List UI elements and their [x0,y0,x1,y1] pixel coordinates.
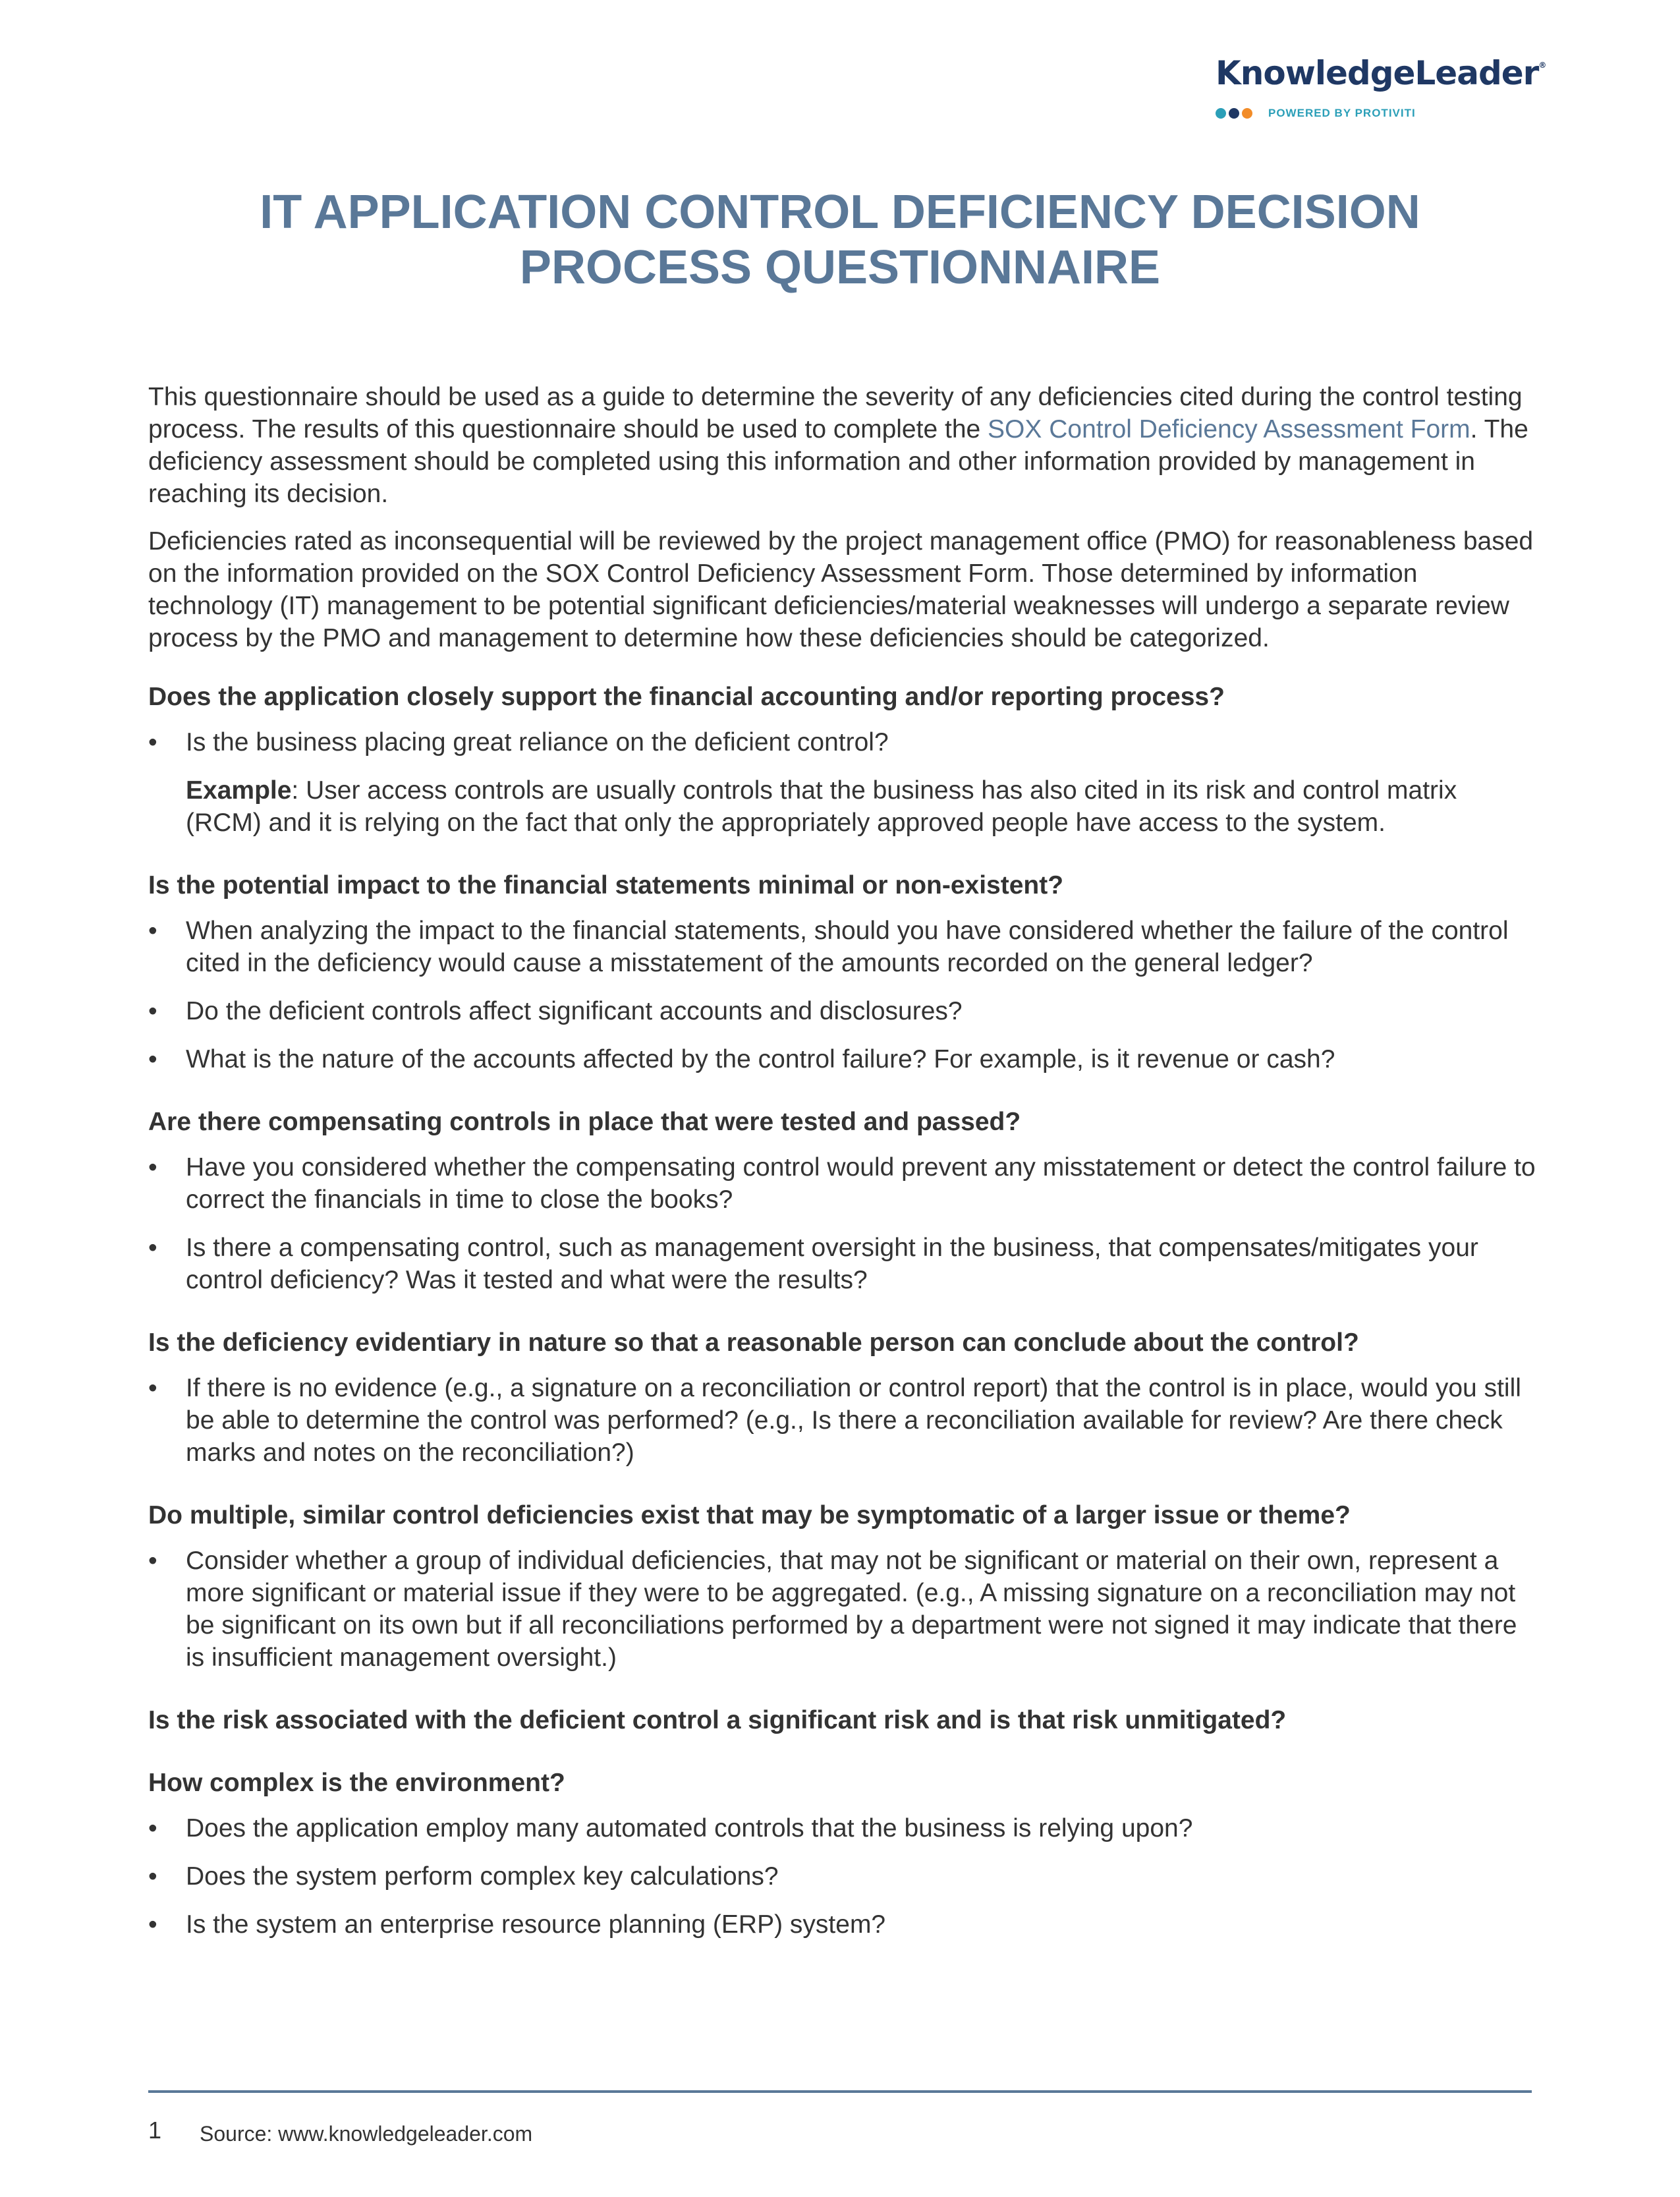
source-text: Source: www.knowledgeleader.com [200,2122,533,2146]
knowledgeleader-logo [1216,54,1546,127]
sox-form-link[interactable]: SOX Control Deficiency Assessment Form [988,415,1470,443]
trademark-symbol: ® [1538,61,1546,70]
bullet-list [148,915,1538,1075]
bullet-icon: • [148,997,157,1025]
bullet-text: If there is no evidence (e.g., a signature on a reconciliation or control report) that the control is in place, would you still be able to determine the control was performed? (e.g., Is there a reconciliation available for review? Are there check marks and notes on the reconciliation?) [186,1374,1521,1467]
bullet-item [148,1812,1538,1844]
section-heading: Is the risk associated with the deficient control a significant risk and is that risk unmitigated? [148,1706,1287,1734]
bullet-item [148,1372,1538,1469]
bullet-text: Have you considered whether the compensating control would prevent any misstatement or detect the control failure to correct the financials in time to close the books? [186,1153,1536,1214]
example-note [148,774,1538,839]
bullet-icon: • [148,1910,157,1939]
bullet-text: Does the application employ many automated controls that the business is relying upon? [186,1814,1193,1842]
footer-divider [148,2090,1532,2093]
bullet-text: Is there a compensating control, such as management oversight in the business, that compensates/mitigates your control deficiency? Was it tested and what were the results? [186,1234,1478,1294]
bullet-item [148,995,1538,1027]
bullet-item [148,1908,1538,1941]
bullet-icon: • [148,1862,157,1891]
logo-dot-teal [1216,108,1226,119]
bullet-icon: • [148,728,157,756]
bullet-text: What is the nature of the accounts affected by the control failure? For example, is it revenue or cash? [186,1045,1335,1073]
title-line-2: PROCESS QUESTIONNAIRE [519,241,1161,294]
bullet-item [148,1151,1538,1216]
bullet-text: When analyzing the impact to the financial statements, should you have considered whether the failure of the control cited in the deficiency would cause a misstatement of the amounts recorded on the general ledger? [186,917,1509,977]
question-sections [148,681,1538,1941]
bullet-text: Is the system an enterprise resource planning (ERP) system? [186,1910,886,1939]
intro-paragraph-2: Deficiencies rated as inconsequential will be reviewed by the project management office (PMO) for reasonableness based on the information provided on the SOX Control Deficiency Assessment Form. Those determined by information technology (IT) management to be potential significant deficiencies/material weaknesses will undergo a separate review process by the PMO and management to determine how these deficiencies should be categorized. [148,527,1534,652]
bullet-item [148,1232,1538,1296]
bullet-text: Do the deficient controls affect significant accounts and disclosures? [186,997,963,1025]
logo-dot-navy [1229,108,1239,119]
bullet-icon: • [148,1045,157,1073]
bullet-icon: • [148,1234,157,1262]
bullet-item [148,915,1538,979]
example-label: Example [186,776,292,805]
bullet-list [148,1812,1538,1941]
bullet-icon: • [148,1153,157,1182]
logo-dot-orange [1242,108,1252,119]
example-text: : User access controls are usually controls that the business has also cited in its risk and control matrix (RCM) and it is relying on the fact that only the appropriately approved people have access to the system. [186,776,1457,837]
section-heading: Do multiple, similar control deficiencies exist that may be symptomatic of a larger issue or theme? [148,1501,1351,1529]
logo-tagline: POWERED BY PROTIVITI [1268,107,1416,119]
page-number: 1 [148,2117,162,2144]
bullet-text: Does the system perform complex key calculations? [186,1862,779,1891]
bullet-list [148,1545,1538,1674]
bullet-item [148,1043,1538,1075]
bullet-list [148,1151,1538,1296]
bullet-item [148,1545,1538,1674]
bullet-text: Consider whether a group of individual deficiencies, that may not be significant or material on their own, represent a more significant or material issue if they were to be aggregated. (e.g., A missing signature on a reconciliation may not be significant on its own but if all reconciliations performed by a department were not signed it may indicate that there is insufficient management oversight.) [186,1547,1517,1672]
section-heading: Does the application closely support the financial accounting and/or reporting process? [148,683,1225,711]
bullet-item [148,726,1538,758]
bullet-icon: • [148,1814,157,1842]
document-title [148,185,1532,295]
intro-paragraph-1: This questionnaire should be used as a guide to determine the severity of any deficiencies cited during the control testing process. The results of this questionnaire should be used to complete the SOX Control Deficiency Assessment Form. The deficiency assessment should be completed using this information and other information provided by management in reaching its decision. [148,383,1528,508]
bullet-icon: • [148,917,157,945]
section-heading: Are there compensating controls in place that were tested and passed? [148,1108,1021,1136]
bullet-list [148,726,1538,758]
section-heading: How complex is the environment? [148,1769,565,1797]
bullet-icon: • [148,1547,157,1575]
document-body [148,381,1538,1941]
section-heading: Is the deficiency evidentiary in nature so that a reasonable person can conclude about the control? [148,1328,1359,1357]
bullet-icon: • [148,1374,157,1402]
logo-dots-icon [1216,107,1252,120]
logo-wordmark: KnowledgeLeader® [1216,54,1546,92]
bullet-list [148,1372,1538,1469]
bullet-item [148,1860,1538,1893]
section-heading: Is the potential impact to the financial statements minimal or non-existent? [148,871,1064,899]
bullet-text: Is the business placing great reliance on the deficient control? [186,728,889,756]
title-line-1: IT APPLICATION CONTROL DEFICIENCY DECISION [260,186,1420,239]
